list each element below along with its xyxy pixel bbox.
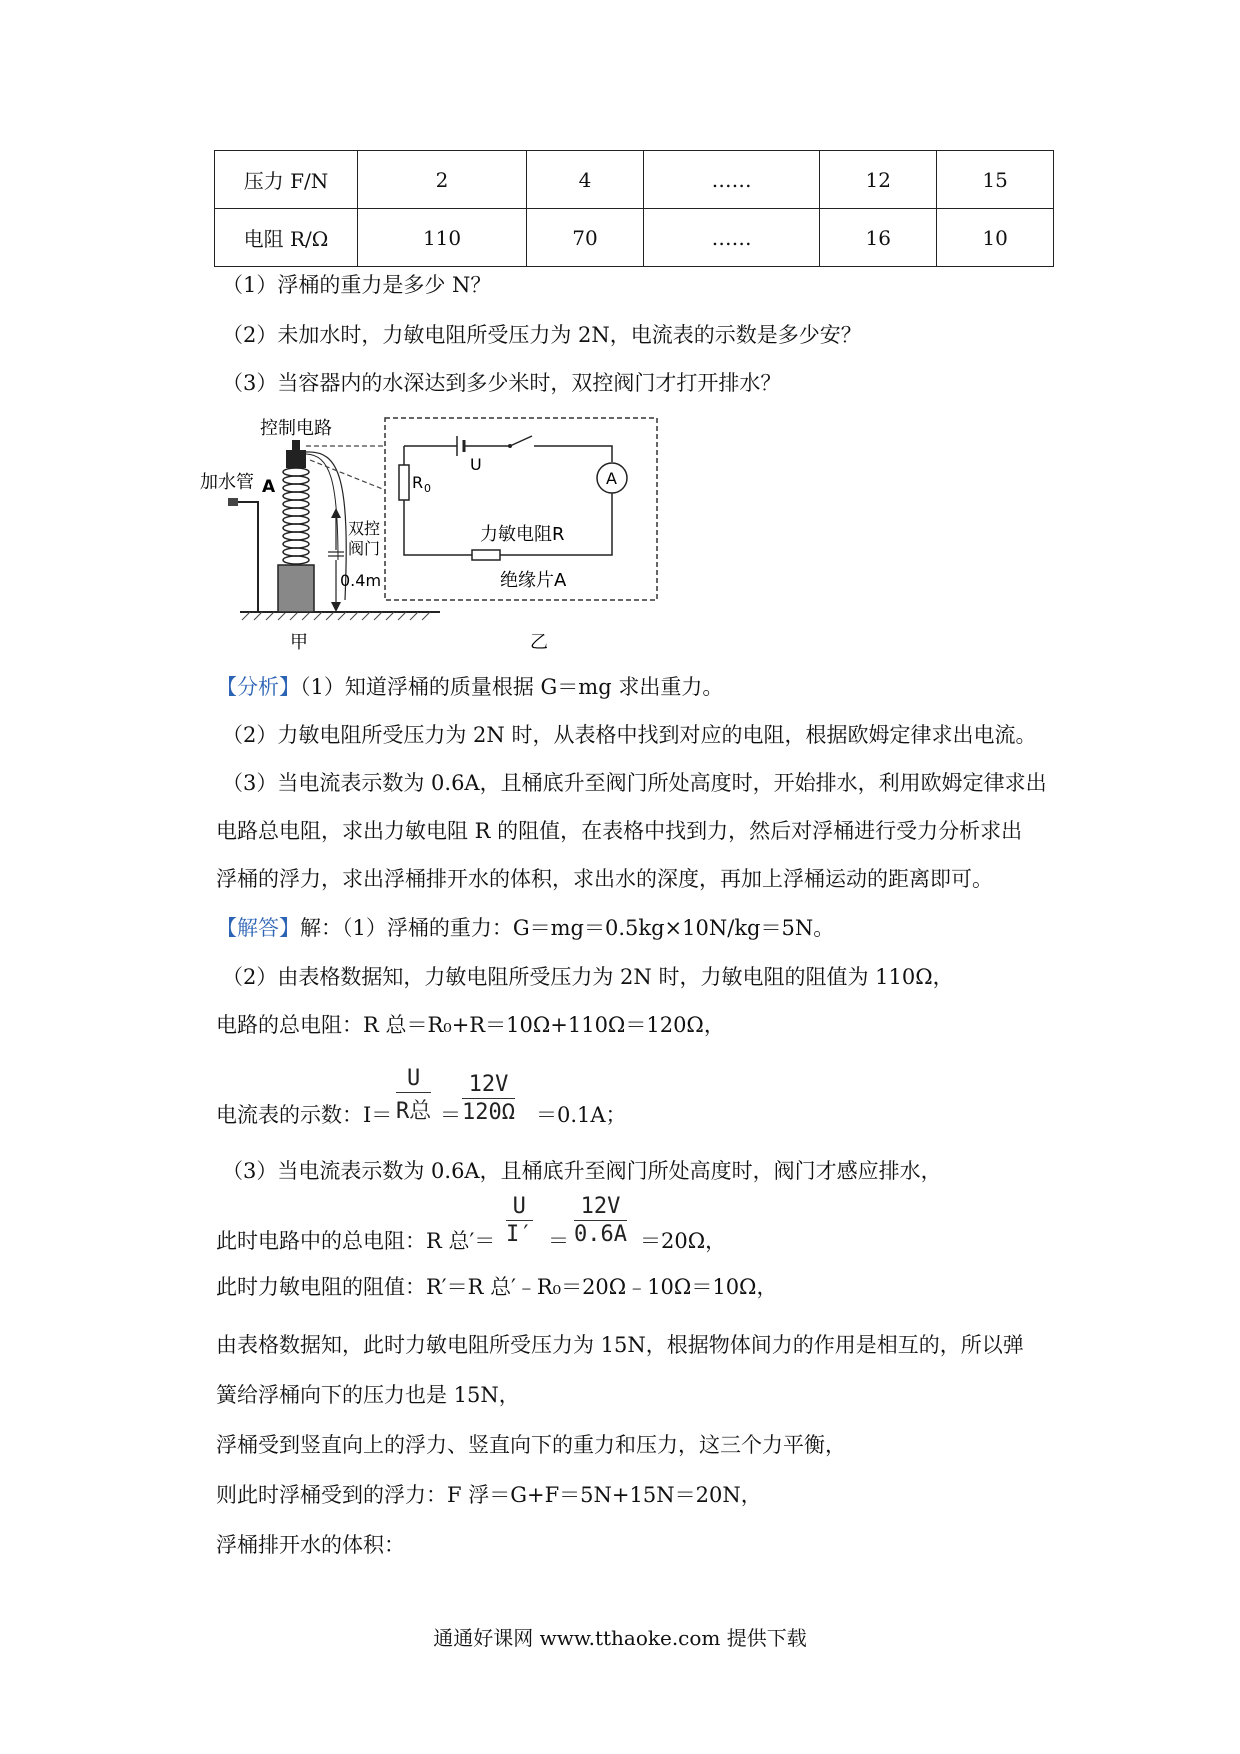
denominator: 120Ω bbox=[462, 1100, 515, 1125]
label-u: U bbox=[470, 455, 482, 474]
question-2: （2）未加水时，力敏电阻所受压力为 2N，电流表的示数是多少安？ bbox=[222, 323, 862, 347]
page-footer: 通通好课网 www.tthaoke.com 提供下载 bbox=[433, 1626, 807, 1650]
answer-text: 解：（1）浮桶的重力：G＝mg＝0.5kg×10N/kg＝5N。 bbox=[300, 916, 835, 940]
analysis-line-3: （3）当电流表示数为 0.6A，且桶底升至阀门所处高度时，开始排水，利用欧姆定律求出 bbox=[222, 771, 1047, 795]
table-cell: 电阻 R/Ω bbox=[215, 209, 358, 267]
denominator: I′ bbox=[506, 1222, 533, 1247]
circuit-figure bbox=[200, 410, 670, 660]
fraction-u-over-i bbox=[506, 1194, 533, 1247]
analysis-line-5: 浮桶的浮力，求出浮桶排开水的体积，求出水的深度，再加上浮桶运动的距离即可。 bbox=[216, 867, 993, 891]
table-cell: 4 bbox=[527, 151, 644, 209]
denominator: R总 bbox=[396, 1099, 432, 1124]
label-water-pipe: 加水管 bbox=[200, 472, 254, 493]
label-valve-1: 双控 bbox=[348, 519, 381, 538]
table-cell: 压力 F/N bbox=[215, 151, 358, 209]
equals-sign: ＝ bbox=[440, 1103, 461, 1127]
label-valve-2: 阀门 bbox=[348, 539, 381, 558]
answer-line-2: （2）由表格数据知，力敏电阻所受压力为 2N 时，力敏电阻的阻值为 110Ω， bbox=[222, 965, 954, 989]
table-cell: 16 bbox=[820, 209, 937, 267]
fraction-12v-over-06a bbox=[574, 1194, 627, 1247]
equals-sign: ＝ bbox=[548, 1229, 569, 1253]
table-cell: 12 bbox=[820, 151, 937, 209]
question-3: （3）当容器内的水深达到多少米时，双控阀门才打开排水？ bbox=[222, 371, 782, 395]
denominator: 0.6A bbox=[574, 1222, 627, 1247]
table-cell: 15 bbox=[937, 151, 1054, 209]
fraction-u-over-rtotal bbox=[396, 1066, 431, 1125]
caption-right: 乙 bbox=[530, 632, 548, 653]
answer-line-7: 此时力敏电阻的阻值：R′＝R 总′﹣R₀＝20Ω﹣10Ω＝10Ω， bbox=[216, 1275, 778, 1299]
answer-line-6 bbox=[216, 1226, 495, 1256]
question-1: （1）浮桶的重力是多少 N？ bbox=[222, 273, 492, 297]
analysis-line-2: （2）力敏电阻所受压力为 2N 时，从表格中找到对应的电阻，根据欧姆定律求出电流。 bbox=[222, 723, 1037, 747]
label-height: 0.4m bbox=[340, 571, 382, 590]
caption-left: 甲 bbox=[290, 632, 308, 653]
table-cell: 70 bbox=[527, 209, 644, 267]
pressure-resistance-table bbox=[214, 150, 1054, 267]
label-insulator: 绝缘片A bbox=[500, 570, 567, 591]
label-r0: R bbox=[412, 473, 424, 492]
table-cell: 110 bbox=[358, 209, 527, 267]
answer-line-3: 电路的总电阻：R 总＝R₀+R＝10Ω+110Ω＝120Ω， bbox=[216, 1013, 725, 1037]
analysis-line-1 bbox=[216, 672, 723, 702]
analysis-tag: 【分析】 bbox=[216, 675, 300, 699]
label-ammeter: A bbox=[606, 469, 617, 488]
numerator: 12V bbox=[580, 1194, 621, 1219]
answer-line-1 bbox=[216, 913, 834, 943]
label-a: A bbox=[262, 477, 276, 497]
label-force-resistor: 力敏电阻R bbox=[480, 524, 565, 545]
answer-line-11: 则此时浮桶受到的浮力：F 浮＝G+F＝5N+15N＝20N， bbox=[216, 1483, 762, 1507]
analysis-text: （1）知道浮桶的质量根据 G＝mg 求出重力。 bbox=[300, 675, 724, 699]
table-cell: …… bbox=[643, 151, 820, 209]
answer-result: ＝0.1A； bbox=[536, 1103, 627, 1127]
answer-line-4 bbox=[216, 1100, 392, 1130]
numerator: U bbox=[407, 1066, 421, 1091]
numerator: U bbox=[512, 1194, 526, 1219]
answer-tag: 【解答】 bbox=[216, 916, 300, 940]
fraction-12v-over-120ohm bbox=[462, 1072, 515, 1125]
answer-text: 此时电路中的总电阻：R 总′＝ bbox=[216, 1229, 496, 1253]
answer-line-5: （3）当电流表示数为 0.6A，且桶底升至阀门所处高度时，阀门才感应排水， bbox=[222, 1159, 942, 1183]
answer-line-10: 浮桶受到竖直向上的浮力、竖直向下的重力和压力，这三个力平衡， bbox=[216, 1433, 846, 1457]
answer-result: ＝20Ω， bbox=[640, 1229, 727, 1253]
label-r0-sub: 0 bbox=[424, 482, 431, 495]
numerator: 12V bbox=[468, 1072, 509, 1097]
table-row bbox=[215, 151, 1054, 209]
label-control-circuit: 控制电路 bbox=[260, 418, 332, 439]
answer-text: 电流表的示数：I＝ bbox=[216, 1103, 393, 1127]
analysis-line-4: 电路总电阻，求出力敏电阻 R 的阻值，在表格中找到力，然后对浮桶进行受力分析求出 bbox=[216, 819, 1023, 843]
table-cell: 2 bbox=[358, 151, 527, 209]
table-cell: 10 bbox=[937, 209, 1054, 267]
table-row bbox=[215, 209, 1054, 267]
answer-line-12: 浮桶排开水的体积： bbox=[216, 1533, 405, 1557]
answer-line-9: 簧给浮桶向下的压力也是 15N， bbox=[216, 1383, 520, 1407]
table-cell: …… bbox=[643, 209, 820, 267]
answer-line-8: 由表格数据知，此时力敏电阻所受压力为 15N，根据物体间力的作用是相互的，所以弹 bbox=[216, 1333, 1024, 1357]
